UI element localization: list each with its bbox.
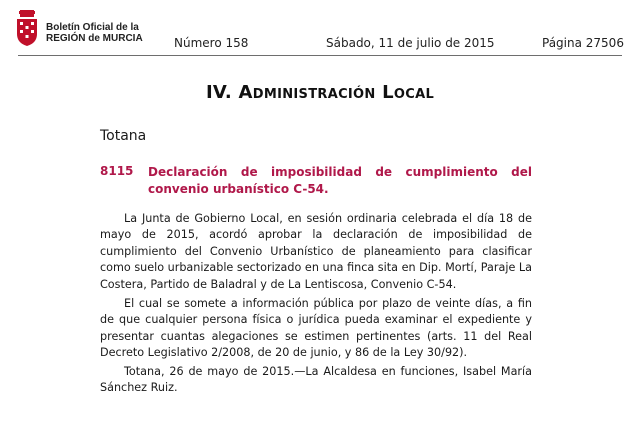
body-paragraph-2: El cual se somete a información pública por plazo de veinte días, a fin de que cualquier persona física o jurídica pueda examinar el expediente y presentar cuantas alegaciones se estimen pertinentes (arts. 11 del Real Decreto Legislativo 2/2008, de 20 de junio, y 86 de la Ley 30/92). xyxy=(100,297,532,360)
coat-of-arms-icon xyxy=(16,10,38,46)
body-paragraph-1: La Junta de Gobierno Local, en sesión ordinaria celebrada el día 18 de mayo de 2015, acordó aprobar la declaración de imposibilidad de cumplimiento del Convenio Urbanístico de planeamiento para clasificar como suelo urbanizable sectorizado en una finca sita en Dip. Mortí, Paraje La Costera, Partido de Baladral y de La Lentiscosa, Convenio C-54. xyxy=(100,212,532,291)
section-title: IV. Administración Local xyxy=(205,82,435,103)
announcement-title: Declaración de imposibilidad de cumplimiento del convenio urbanístico C-54. xyxy=(148,165,532,196)
bulletin-header xyxy=(0,0,640,56)
announcement-number: 8115 xyxy=(100,164,134,178)
header-divider xyxy=(18,55,622,56)
page-number: Página 27506 xyxy=(542,36,624,50)
signature-paragraph xyxy=(100,364,532,397)
publication-name xyxy=(46,22,143,44)
signature-dash: — xyxy=(294,365,306,378)
issue-date: Sábado, 11 de julio de 2015 xyxy=(326,36,495,50)
publication-name-line2: REGIÓN de MURCIA xyxy=(46,33,143,44)
signature-place-date: Totana, 26 de mayo de 2015. xyxy=(124,365,295,378)
publication-name-line1: Boletín Oficial de la xyxy=(46,22,139,33)
issue-number: Número 158 xyxy=(174,36,249,50)
locality-heading: Totana xyxy=(100,128,147,144)
signature-text: La Alcaldesa en funciones, Isabel María Sánchez Ruiz. xyxy=(100,365,532,395)
